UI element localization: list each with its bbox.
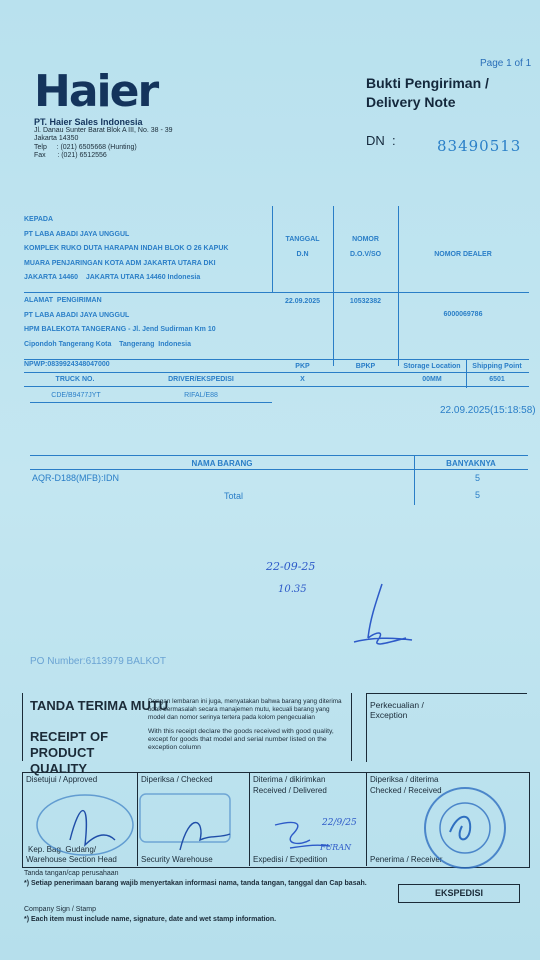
storage-value: 00MM xyxy=(422,376,442,383)
approved-label: Disetujui / Approved xyxy=(26,775,98,784)
storage-label: Storage Location xyxy=(403,363,461,370)
title-line: Bukti Pengiriman / xyxy=(366,75,489,91)
divider xyxy=(398,206,399,366)
col-banyaknya: BANYAKNYA xyxy=(446,459,496,468)
consignee-address: JAKARTA 14460 JAKARTA UTARA 14460 Indonesia xyxy=(24,274,201,281)
receipt-title-id: TANDA TERIMA MUTU xyxy=(30,698,169,713)
address-line: Jl. Danau Sunter Barat Blok A III, No. 38 - 39 xyxy=(34,127,173,134)
ekspedisi-copy-label: EKSPEDISI xyxy=(398,884,520,903)
receiver-stamp-icon xyxy=(410,782,530,874)
po-number: PO Number:6113979 BALKOT xyxy=(30,656,166,667)
approved-role: Kep. Bag. Gudang/ xyxy=(28,845,97,854)
company-address xyxy=(34,127,173,161)
truck-label: TRUCK NO. xyxy=(55,376,95,383)
npwp: NPWP:0839924348047000 xyxy=(24,361,110,368)
shipping-label: Shipping Point xyxy=(472,363,522,370)
haier-logo: Haier xyxy=(34,66,158,117)
total-label: Total xyxy=(224,491,244,501)
divider xyxy=(30,455,528,456)
tanggal-sub: D.N xyxy=(296,251,309,258)
delivered-label: Diterima / dikirimkan xyxy=(253,775,326,784)
delivery-signature-icon xyxy=(340,580,420,660)
truck-value: CDE/B9477JYT xyxy=(51,392,101,399)
address-line: Jakarta 14350 xyxy=(34,135,79,143)
address-line: Fax : (021) 6512556 xyxy=(34,152,107,160)
divider xyxy=(24,292,529,293)
received-label: Checked / Received xyxy=(370,786,442,795)
ship-label: ALAMAT PENGIRIMAN xyxy=(24,297,102,304)
note-title-en: Company Sign / Stamp xyxy=(24,906,96,913)
consignee-name: PT LABA ABADI JAYA UNGGUL xyxy=(24,230,130,238)
total-value: 5 xyxy=(475,490,481,500)
delivered-role: Expedisi / Expedition xyxy=(253,855,328,864)
note-en: *) Each item must include name, signature, date and wet stamp information. xyxy=(24,916,277,923)
page-indicator: Page 1 of 1 xyxy=(480,58,532,69)
shipping-value: 6501 xyxy=(489,376,505,383)
driver-value: RIFAL/E88 xyxy=(184,392,218,399)
shipping-block xyxy=(24,294,216,352)
consignee-address: KOMPLEK RUKO DUTA HARAPAN INDAH BLOK O 26 KAPUK xyxy=(24,245,229,252)
address-line: Telp : (021) 6505668 (Hunting) xyxy=(34,143,137,151)
received-label: Diperiksa / diterima xyxy=(370,775,439,784)
received-role: Penerima / Receiver xyxy=(370,855,443,864)
handwritten-time: 10.35 xyxy=(278,584,307,595)
pkp-label: PKP xyxy=(295,363,310,370)
driver-label: DRIVER/EKSPEDISI xyxy=(168,376,234,383)
consignee-block xyxy=(24,213,228,286)
note-title-id: Tanda tangan/cap perusahaan xyxy=(24,870,119,877)
item-name: AQR-D188(MFB):IDN xyxy=(32,473,120,483)
ship-address: HPM BALEKOTA TANGERANG - Jl. Jend Sudirman Km 10 xyxy=(24,326,216,333)
handwritten-date: 22-09-25 xyxy=(266,560,316,573)
handwritten-courier-name: FURAN xyxy=(320,843,352,852)
divider xyxy=(272,206,273,292)
receipt-text-id: Dengan lembaran ini juga, menyatakan bahwa barang yang diterima tidak bermasalah secara manajemen mutu, kecuali barang yang model dan nomor serinya tertera pada kolom pengecualian xyxy=(148,698,342,721)
receipt-title-en: RECEIPT OF PRODUCT QUALITY xyxy=(30,729,109,776)
ship-address: Cipondoh Tangerang Kota Tangerang Indonesia xyxy=(24,340,191,348)
checked-label: Diperiksa / Checked xyxy=(141,775,213,784)
bpkp-label: BPKP xyxy=(355,363,376,370)
divider xyxy=(366,772,367,866)
dn-number: 83490513 xyxy=(437,137,522,155)
dealer-label: NOMOR DEALER xyxy=(434,251,492,258)
document-title xyxy=(366,74,489,112)
print-timestamp: 22.09.2025(15:18:58) xyxy=(440,405,536,416)
nomor-sub: D.O.V/SO xyxy=(349,251,382,258)
dn-label: DN : xyxy=(366,133,396,148)
do-number: 10532382 xyxy=(349,298,382,305)
delivered-label: Received / Delivered xyxy=(253,786,327,795)
divider xyxy=(30,402,272,403)
dealer-number: 6000069786 xyxy=(443,311,483,318)
consignee-address: MUARA PENJARINGAN KOTA ADM JAKARTA UTARA DKI xyxy=(24,259,216,267)
company-name: PT. Haier Sales Indonesia xyxy=(34,117,143,127)
nomor-label: NOMOR xyxy=(352,236,379,243)
divider xyxy=(333,206,334,366)
dn-date: 22.09.2025 xyxy=(284,298,321,305)
item-qty: 5 xyxy=(475,473,481,483)
pkp-value: X xyxy=(300,376,305,383)
divider xyxy=(30,469,528,470)
exception-label: Perkecualian / Exception xyxy=(370,700,424,720)
ship-name: PT LABA ABADI JAYA UNGGUL xyxy=(24,311,130,319)
tanggal-label: TANGGAL xyxy=(285,236,320,243)
receipt-text-en: With this receipt declare the goods received with good quality, except for goods that model and serial number listed on the exception column xyxy=(148,728,334,751)
approved-role: Warehouse Section Head xyxy=(26,855,117,864)
warehouse-stamp-icon xyxy=(30,790,240,860)
divider xyxy=(24,386,529,387)
note-id: *) Setiap penerimaan barang wajib menyertakan informasi nama, tanda tangan, tanggal dan Cap basah. xyxy=(24,880,367,887)
title-line: Delivery Note xyxy=(366,94,456,110)
handwritten-received-date: 22/9/25 xyxy=(322,818,357,828)
col-nama-barang: NAMA BARANG xyxy=(191,459,253,468)
kepada-label: KEPADA xyxy=(24,216,54,223)
divider xyxy=(249,772,250,866)
checked-role: Security Warehouse xyxy=(141,855,213,864)
